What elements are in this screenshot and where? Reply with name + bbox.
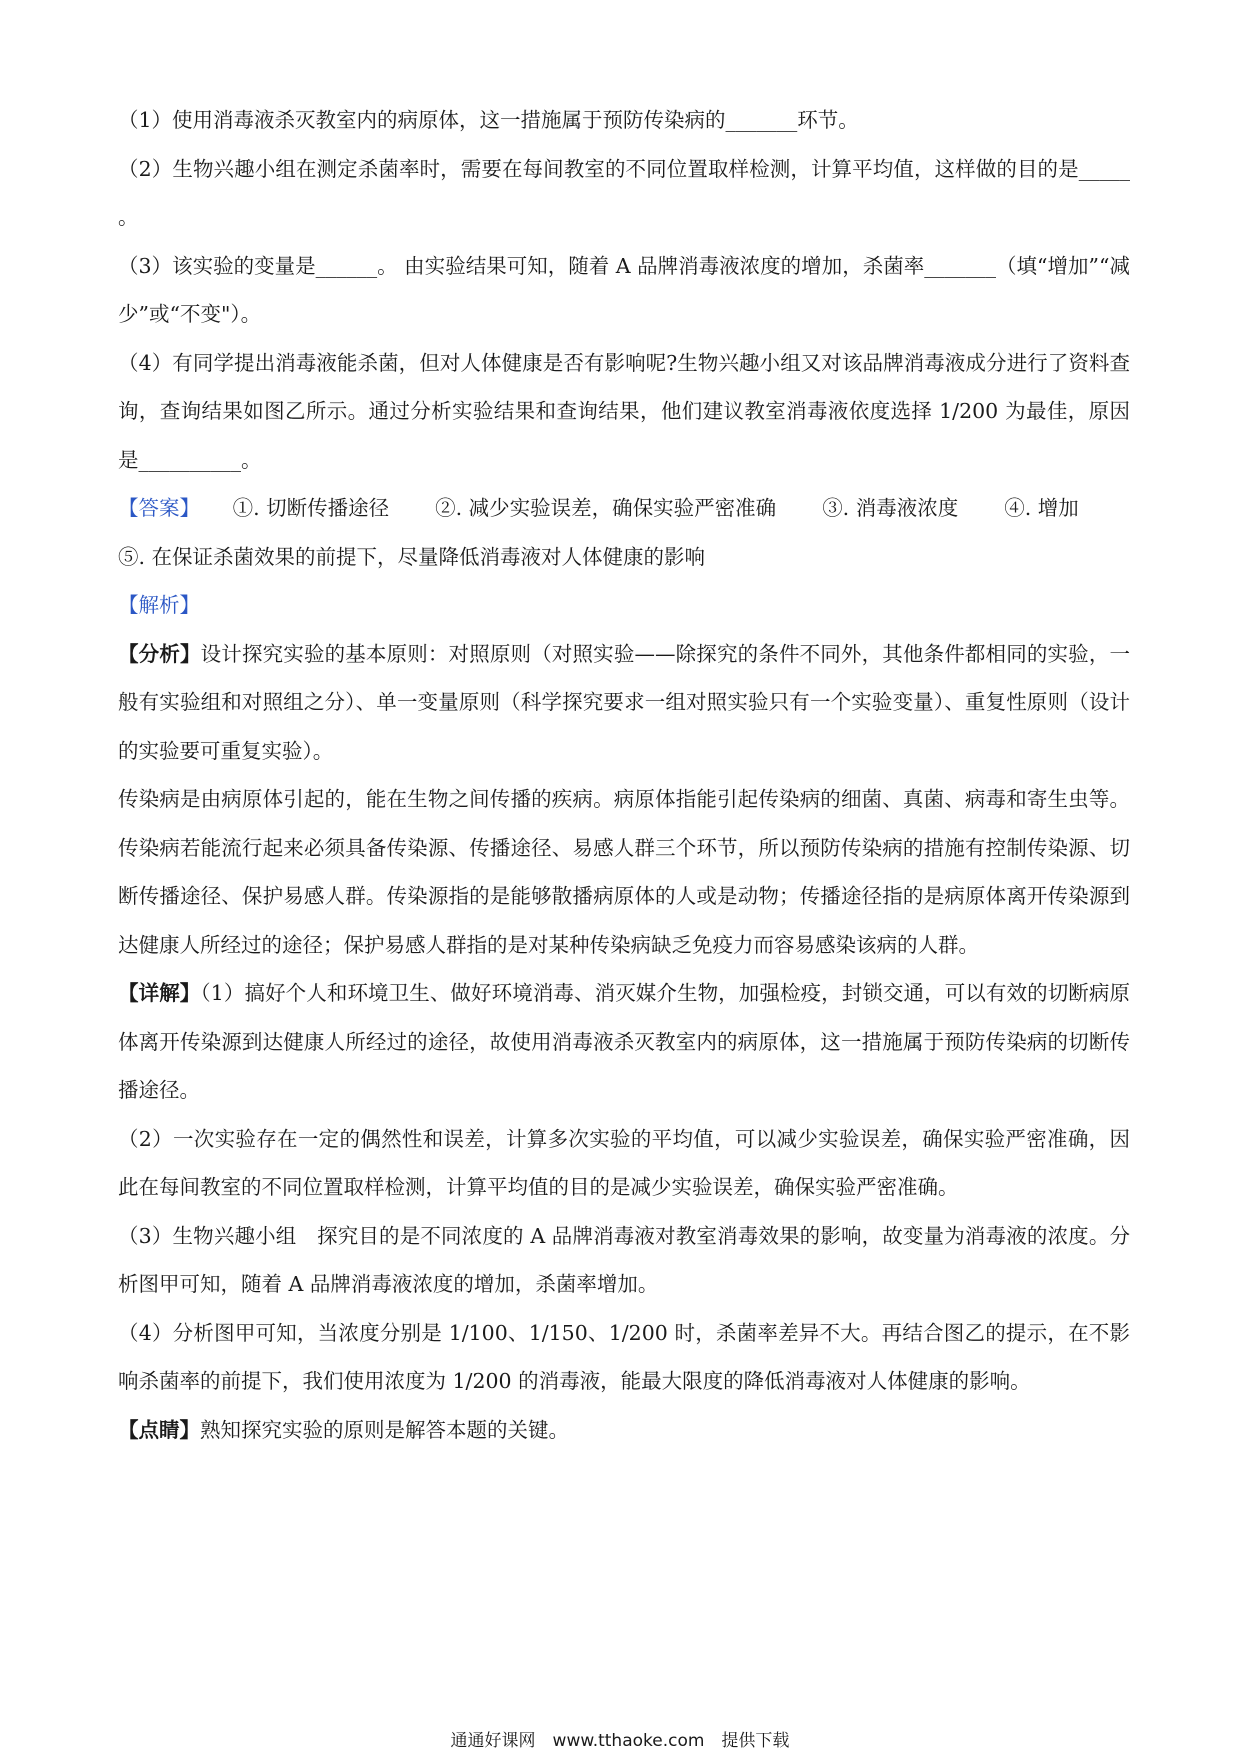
answer-item-5: ⑤. 在保证杀菌效果的前提下，尽量降低消毒液对人体健康的影响 <box>118 544 706 569</box>
answer-item-4: ④. 增加 <box>1004 496 1079 520</box>
xiangjie-4: （4）分析图甲可知，当浓度分别是 1/100、1/150、1/200 时，杀菌率差异不大。再结合图乙的提示，在不影响杀菌率的前提下，我们使用浓度为 1/200 的消毒液，能最大限度的降低消毒液对人体健康的影响。 <box>118 1320 1130 1393</box>
analysis-tag: 【解析】 <box>118 593 200 617</box>
question-1: （1）使用消毒液杀灭教室内的病原体，这一措施属于预防传染病的_______环节。 <box>118 108 859 132</box>
xiangjie-1-text: （1）搞好个人和环境卫生、做好环境消毒、消灭媒介生物，加强检疫，封锁交通，可以有效的切断病原体离开传染源到达健康人所经过的途径，故使用消毒液杀灭教室内的病原体，这一措施属于预防传染病的切断传播途径。 <box>118 981 1130 1102</box>
answer-block <box>118 484 1130 581</box>
answer-tag: 【答案】 <box>118 496 200 520</box>
document-body <box>118 96 1130 1454</box>
question-2: （2）生物兴趣小组在测定杀菌率时，需要在每间教室的不同位置取样检测，计算平均值，这样做的目的是_____ 。 <box>118 156 1130 229</box>
page-footer: 通通好课网 www.tthaoke.com 提供下载 <box>450 1731 790 1751</box>
answer-item-2: ②. 减少实验误差，确保实验严密准确 <box>435 496 777 520</box>
question-4: （4）有同学提出消毒液能杀菌，但对人体健康是否有影响呢?生物兴趣小组又对该品牌消毒液成分进行了资料查询，查询结果如图乙所示。通过分析实验结果和查询结果，他们建议教室消毒液依度选择 1/200 为最佳，原因是__________。 <box>118 350 1130 472</box>
fenxi-text: 设计探究实验的基本原则：对照原则（对照实验——除探究的条件不同外，其他条件都相同的实验，一般有实验组和对照组之分）、单一变量原则（科学探究要求一组对照实验只有一个实验变量）、重复性原则（设计的实验要可重复实验）。 <box>118 641 1130 763</box>
dianjing-text: 熟知探究实验的原则是解答本题的关键。 <box>200 1417 569 1442</box>
analysis-heading <box>118 581 1130 630</box>
answer-item-3: ③. 消毒液浓度 <box>822 496 959 520</box>
dianjing-tag: 【点睛】 <box>118 1417 200 1442</box>
xiangjie-1 <box>118 969 1130 1115</box>
analysis-fenxi <box>118 630 1130 776</box>
question-3: （3）该实验的变量是______。 由实验结果可知，随着 A 品牌消毒液浓度的增加，杀菌率_______（填“增加”“减少”或“不变"）。 <box>118 253 1130 326</box>
xiangjie-2: （2）一次实验存在一定的偶然性和误差，计算多次实验的平均值，可以减少实验误差，确保实验严密准确，因此在每间教室的不同位置取样检测，计算平均值的目的是减少实验误差，确保实验严密准确。 <box>118 1126 1130 1199</box>
dianjing <box>118 1406 1130 1455</box>
answer-items <box>233 496 1079 520</box>
analysis-disease: 传染病是由病原体引起的，能在生物之间传播的疾病。病原体指能引起传染病的细菌、真菌、病毒和寄生虫等。传染病若能流行起来必须具备传染源、传播途径、易感人群三个环节，所以预防传染病的措施有控制传染源、切断传播途径、保护易感人群。传染源指的是能够散播病原体的人或是动物；传播途径指的是病原体离开传染源到达健康人所经过的途径；保护易感人群指的是对某种传染病缺乏免疫力而容易感染该病的人群。 <box>118 787 1130 957</box>
answer-item-1: ①. 切断传播途径 <box>232 496 390 520</box>
fenxi-tag: 【分析】 <box>118 641 201 666</box>
xiangjie-3: （3）生物兴趣小组 探究目的是不同浓度的 A 品牌消毒液对教室消毒效果的影响，故变量为消毒液的浓度。分析图甲可知，随着 A 品牌消毒液浓度的增加，杀菌率增加。 <box>118 1223 1130 1296</box>
xiangjie-tag: 【详解】 <box>118 981 201 1005</box>
